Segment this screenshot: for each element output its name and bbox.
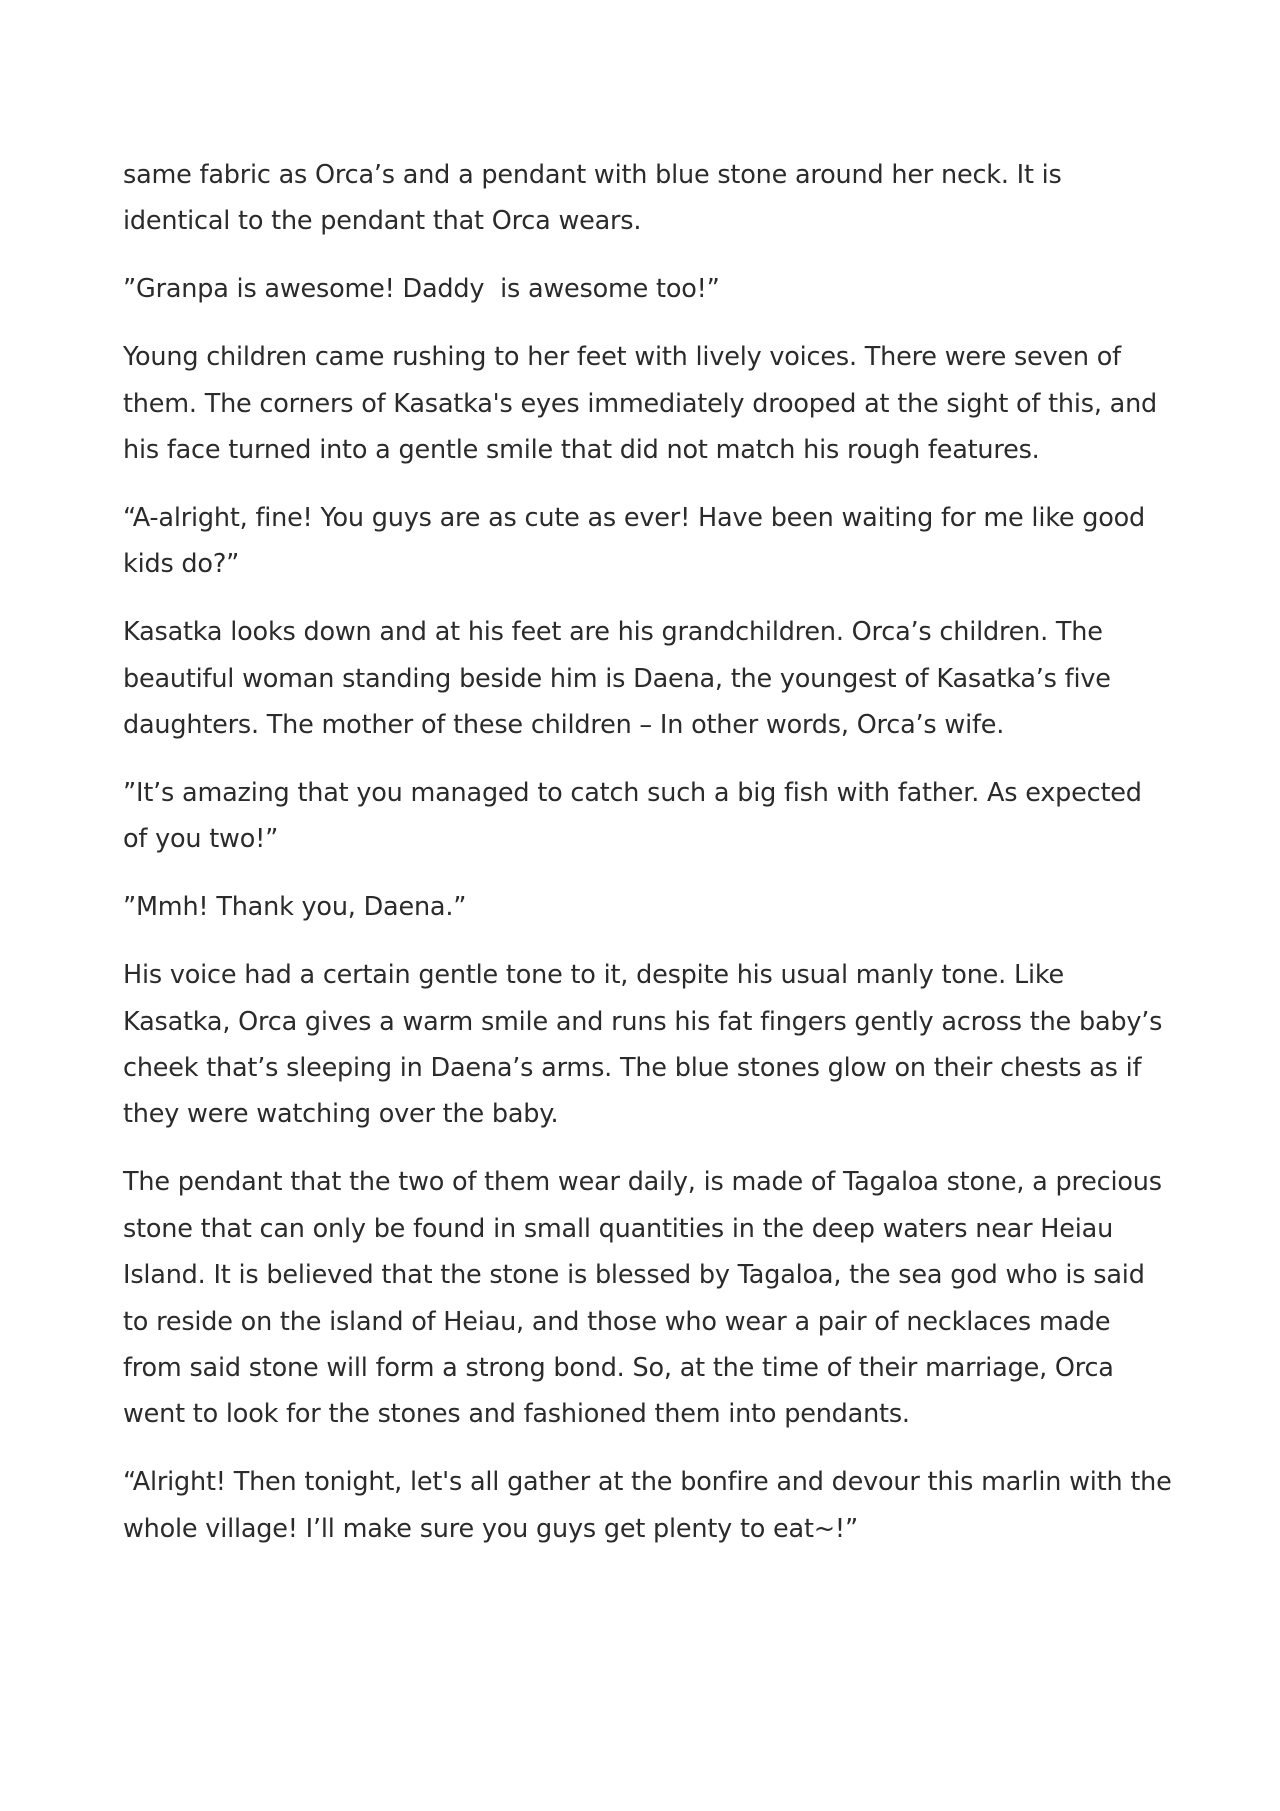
paragraph: Young children came rushing to her feet with lively voices. There were seven of them. The corners of Kasatka's eyes immediately drooped at the sight of this, and his face turned into a gentle smile that did not match his rough features. — [123, 342, 1165, 466]
paragraph: His voice had a certain gentle tone to it, despite his usual manly tone. Like Kasatka, Orca gives a warm smile and runs his fat fingers gently across the baby’s cheek that’s sleeping in Daena’s arms. The blue stones glow on their chests as if they were watching over the baby. — [123, 960, 1171, 1130]
paragraph: ”Mmh! Thank you, Daena.” — [123, 892, 467, 923]
paragraph: Kasatka looks down and at his feet are his grandchildren. Orca’s children. The beautiful woman standing beside him is Daena, the youngest of Kasatka’s five daughters. The mother of these children – In other words, Orca’s wife. — [123, 617, 1119, 741]
paragraph: “Alright! Then tonight, let's all gather at the bonfire and devour this marlin with the whole village! I’ll make sure you guys get plenty to eat~!” — [123, 1467, 1180, 1544]
paragraph: same fabric as Orca’s and a pendant with blue stone around her neck. It is identical to the pendant that Orca wears. — [123, 160, 1070, 237]
paragraph: ”It’s amazing that you managed to catch such a big fish with father. As expected of you two!” — [123, 777, 1150, 855]
paragraph: ”Granpa is awesome! Daddy is awesome too!” — [123, 274, 720, 305]
body-text — [123, 152, 1180, 1574]
paragraph: “A-alright, fine! You guys are as cute as ever! Have been waiting for me like good kids do?” — [123, 502, 1153, 580]
paragraph: The pendant that the two of them wear daily, is made of Tagaloa stone, a precious stone that can only be found in small quantities in the deep waters near Heiau Island. It is believed that the stone is blessed by Tagaloa, the sea god who is said to reside on the island of Heiau, and those who wear a pair of necklaces made from said stone will form a strong bond. So, at the time of their marriage, Orca went to look for the stones and fashioned them into pendants. — [123, 1167, 1170, 1430]
